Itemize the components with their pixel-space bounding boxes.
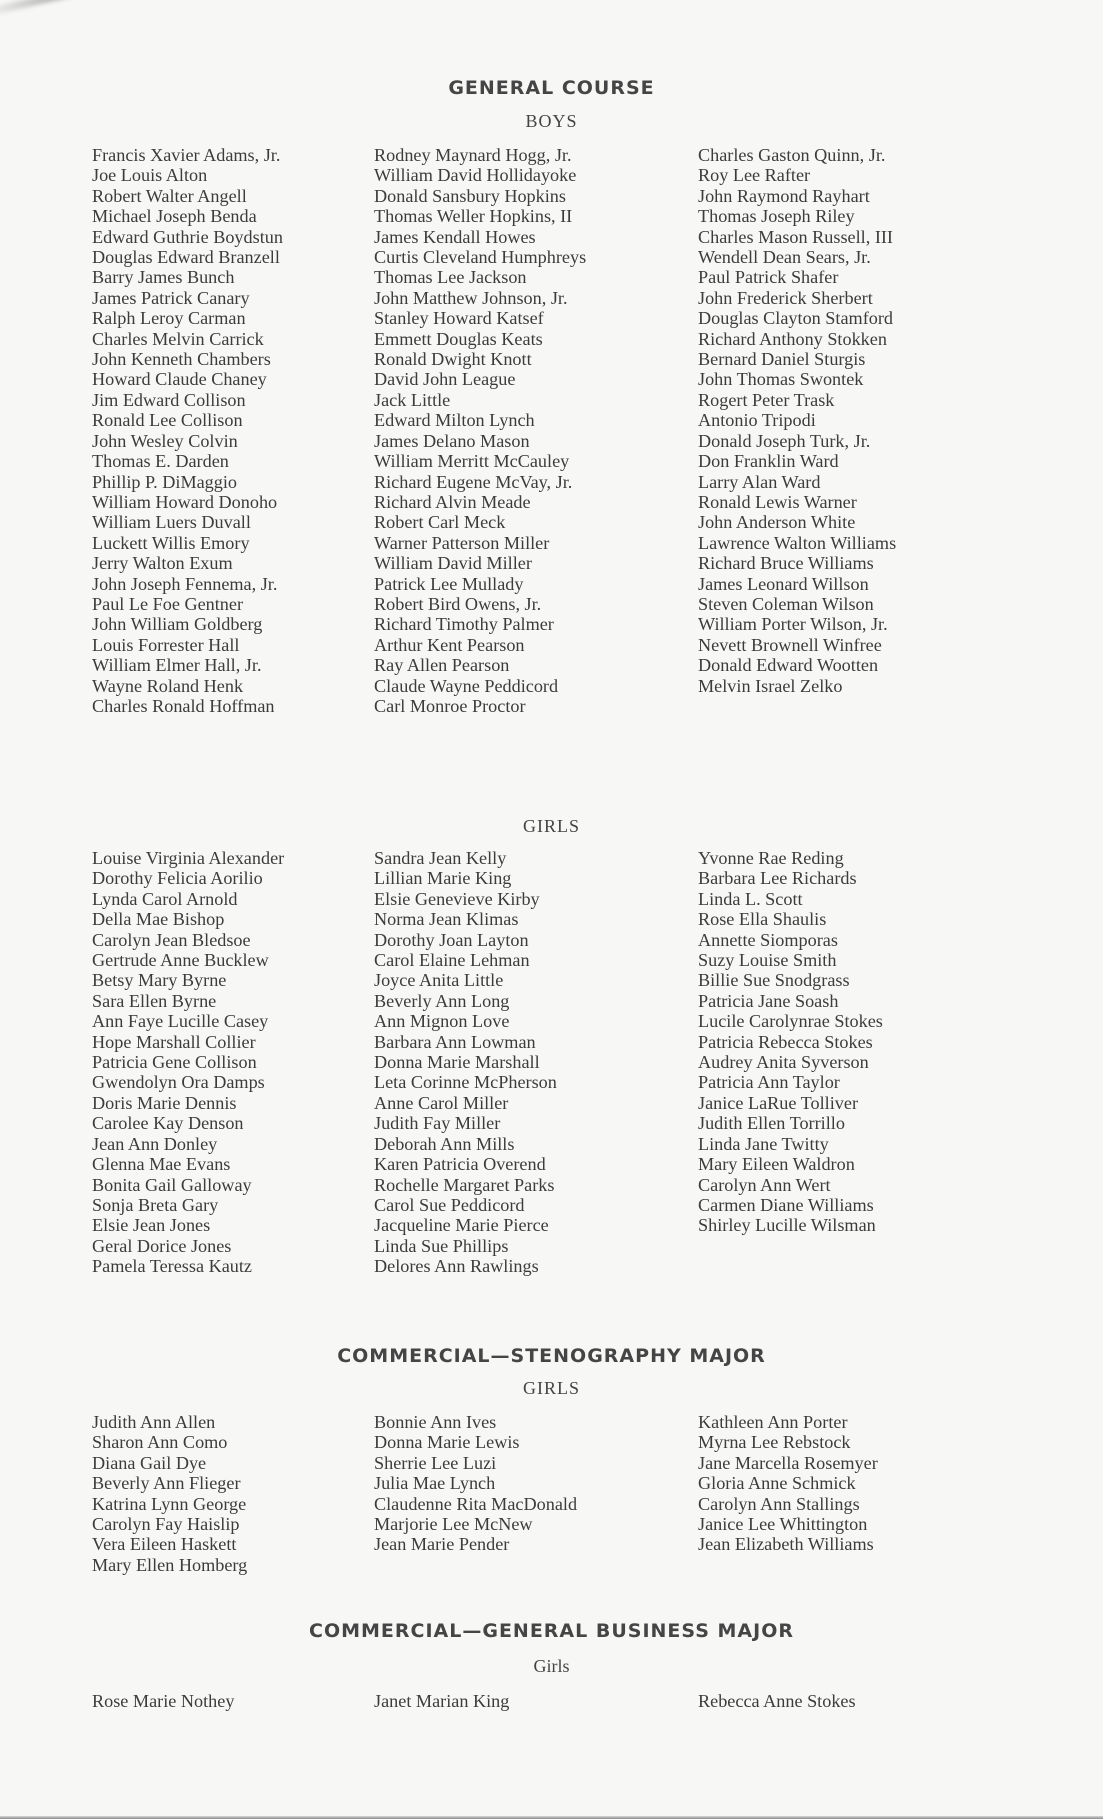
student-name: Charles Melvin Carrick <box>92 328 264 349</box>
name-column-general-boys-1 <box>92 145 283 716</box>
student-name: Elsie Genevieve Kirby <box>374 888 540 909</box>
student-name: Thomas E. Darden <box>92 451 229 472</box>
group-label-business-girls: Girls <box>533 1656 570 1676</box>
student-name: Beverly Ann Long <box>374 990 510 1011</box>
student-name: William Howard Donoho <box>92 491 278 512</box>
student-name: Julia Mae Lynch <box>374 1473 496 1494</box>
name-column-business-2 <box>374 1691 509 1711</box>
student-name: Ann Faye Lucille Casey <box>92 1011 269 1032</box>
student-name: Katrina Lynn George <box>92 1493 247 1514</box>
name-column-general-girls-1 <box>92 848 284 1277</box>
group-label-general-boys: BOYS <box>525 111 578 131</box>
student-name: Don Franklin Ward <box>698 451 839 472</box>
student-name: Jane Marcella Rosemyer <box>698 1452 878 1473</box>
student-name: Lillian Marie King <box>374 868 512 889</box>
student-name: David John League <box>374 369 516 390</box>
student-name: James Patrick Canary <box>92 287 250 308</box>
name-column-general-boys-3 <box>698 145 896 696</box>
student-name: Bonita Gail Galloway <box>92 1174 252 1195</box>
student-name: Douglas Clayton Stamford <box>698 308 893 329</box>
student-name: Sherrie Lee Luzi <box>374 1452 497 1473</box>
student-name: Donald Sansbury Hopkins <box>374 185 566 206</box>
student-name: Jim Edward Collison <box>92 389 246 410</box>
student-name: William Elmer Hall, Jr. <box>92 655 262 676</box>
student-name: Vera Eileen Haskett <box>92 1534 237 1555</box>
student-name: Barbara Lee Richards <box>698 868 857 889</box>
student-name: Wendell Dean Sears, Jr. <box>698 247 871 268</box>
student-name: Lucile Carolynrae Stokes <box>698 1011 883 1032</box>
name-column-general-boys-2 <box>374 145 586 716</box>
student-name: John Kenneth Chambers <box>92 349 271 370</box>
student-name: Michael Joseph Benda <box>92 206 257 227</box>
student-name: Janet Marian King <box>374 1691 510 1711</box>
student-name: Gertrude Anne Bucklew <box>92 950 269 971</box>
student-name: Mary Ellen Homberg <box>92 1554 248 1575</box>
student-name: Thomas Lee Jackson <box>374 267 527 288</box>
student-name: Patricia Ann Taylor <box>698 1072 840 1093</box>
student-name: Della Mae Bishop <box>92 909 225 930</box>
student-name: Richard Anthony Stokken <box>698 328 887 349</box>
student-name: Judith Ann Allen <box>92 1412 216 1432</box>
group-label-general-girls: GIRLS <box>522 816 580 836</box>
name-column-business-1 <box>92 1691 234 1711</box>
student-name: Charles Gaston Quinn, Jr. <box>698 145 886 165</box>
student-name: Donna Marie Marshall <box>374 1052 540 1073</box>
name-column-stenography-2 <box>374 1412 577 1555</box>
student-name: Rose Ella Shaulis <box>698 909 827 930</box>
student-name: Jean Marie Pender <box>374 1534 510 1555</box>
student-name: Ronald Lee Collison <box>92 410 243 431</box>
student-name: Jean Ann Donley <box>92 1133 218 1154</box>
student-name: Charles Mason Russell, III <box>698 226 893 247</box>
name-column-business-3 <box>698 1691 856 1711</box>
student-name: Antonio Tripodi <box>698 410 816 431</box>
student-name: Linda L. Scott <box>698 888 803 909</box>
student-name: William Merritt McCauley <box>374 451 570 472</box>
student-name: Bernard Daniel Sturgis <box>698 349 866 370</box>
student-name: Hope Marshall Collier <box>92 1031 256 1052</box>
student-name: Pamela Teressa Kautz <box>92 1256 252 1277</box>
student-name: Richard Bruce Williams <box>698 553 874 574</box>
student-name: William Porter Wilson, Jr. <box>698 614 888 635</box>
student-name: John Frederick Sherbert <box>698 287 873 308</box>
student-name: John Wesley Colvin <box>92 430 238 451</box>
student-name: Kathleen Ann Porter <box>698 1412 848 1432</box>
student-name: Carolyn Ann Wert <box>698 1174 831 1195</box>
student-name: Jacqueline Marie Pierce <box>374 1215 549 1236</box>
student-name: Francis Xavier Adams, Jr. <box>92 145 281 165</box>
student-name: Jack Little <box>374 389 451 410</box>
student-name: Thomas Joseph Riley <box>698 206 855 227</box>
student-name: Gloria Anne Schmick <box>698 1473 856 1494</box>
student-name: Geral Dorice Jones <box>92 1235 232 1256</box>
student-name: Wayne Roland Henk <box>92 675 244 696</box>
student-name: Norma Jean Klimas <box>374 909 519 930</box>
student-name: Myrna Lee Rebstock <box>698 1432 851 1453</box>
student-name: Joyce Anita Little <box>374 970 504 991</box>
student-name: John Joseph Fennema, Jr. <box>92 573 278 594</box>
student-name: Lawrence Walton Williams <box>698 532 897 553</box>
student-name: Shirley Lucille Wilsman <box>698 1215 876 1236</box>
student-name: Stanley Howard Katsef <box>374 308 544 329</box>
student-name: William David Miller <box>374 553 532 574</box>
student-name: Billie Sue Snodgrass <box>698 970 850 991</box>
student-name: Claudenne Rita MacDonald <box>374 1493 578 1514</box>
student-name: Nevett Brownell Winfree <box>698 634 882 655</box>
student-name: Barry James Bunch <box>92 267 235 288</box>
student-name: Arthur Kent Pearson <box>374 634 525 655</box>
name-column-general-girls-3 <box>698 848 883 1236</box>
student-name: Marjorie Lee McNew <box>374 1514 533 1535</box>
student-name: Ann Mignon Love <box>374 1011 510 1032</box>
student-name: Richard Timothy Palmer <box>374 614 554 635</box>
student-name: Carol Sue Peddicord <box>374 1194 525 1215</box>
student-name: Janice Lee Whittington <box>698 1514 868 1535</box>
student-name: Rogert Peter Trask <box>698 389 835 410</box>
student-name: Joe Louis Alton <box>92 165 208 186</box>
student-name: Roy Lee Rafter <box>698 165 811 186</box>
student-name: Patricia Rebecca Stokes <box>698 1031 873 1052</box>
student-name: Louis Forrester Hall <box>92 634 240 655</box>
student-name: Richard Eugene McVay, Jr. <box>374 471 573 492</box>
student-name: Douglas Edward Branzell <box>92 247 280 268</box>
student-name: Carolee Kay Denson <box>92 1113 244 1134</box>
student-name: James Leonard Willson <box>698 573 869 594</box>
student-name: Carl Monroe Proctor <box>374 695 526 716</box>
student-name: Sharon Ann Como <box>92 1432 228 1453</box>
student-name: Beverly Ann Flieger <box>92 1473 241 1494</box>
student-name: Curtis Cleveland Humphreys <box>374 247 587 268</box>
student-name: Deborah Ann Mills <box>374 1133 515 1154</box>
student-name: Melvin Israel Zelko <box>698 675 843 696</box>
student-name: Delores Ann Rawlings <box>374 1256 539 1277</box>
student-name: Carolyn Fay Haislip <box>92 1514 240 1535</box>
student-name: Robert Carl Meck <box>374 512 506 533</box>
student-name: Thomas Weller Hopkins, II <box>374 206 573 227</box>
student-name: Donna Marie Lewis <box>374 1432 520 1453</box>
student-name: John Raymond Rayhart <box>698 185 870 206</box>
student-name: Karen Patricia Overend <box>374 1154 546 1175</box>
student-name: Doris Marie Dennis <box>92 1092 237 1113</box>
student-name: Sara Ellen Byrne <box>92 990 217 1011</box>
student-name: William Luers Duvall <box>92 512 251 533</box>
student-name: Ray Allen Pearson <box>374 655 510 676</box>
student-name: Rebecca Anne Stokes <box>698 1691 856 1711</box>
student-name: Donald Joseph Turk, Jr. <box>698 430 871 451</box>
student-name: Paul Patrick Shafer <box>698 267 839 288</box>
student-name: Paul Le Foe Gentner <box>92 593 244 614</box>
student-name: Carolyn Ann Stallings <box>698 1493 860 1514</box>
student-name: Ronald Dwight Knott <box>374 349 532 370</box>
student-name: Bonnie Ann Ives <box>374 1412 497 1432</box>
student-name: Richard Alvin Meade <box>374 491 531 512</box>
student-name: Carolyn Jean Bledsoe <box>92 929 251 950</box>
student-name: Linda Jane Twitty <box>698 1133 829 1154</box>
student-name: Emmett Douglas Keats <box>374 328 543 349</box>
section-title-commercial-general-business: COMMERCIAL—GENERAL BUSINESS MAJOR <box>309 1620 794 1642</box>
student-name: James Kendall Howes <box>374 226 536 247</box>
student-name: Carol Elaine Lehman <box>374 950 530 971</box>
student-name: Rose Marie Nothey <box>92 1691 235 1711</box>
student-name: Donald Edward Wootten <box>698 655 879 676</box>
name-column-stenography-1 <box>92 1412 247 1575</box>
student-name: Ralph Leroy Carman <box>92 308 246 329</box>
student-name: Audrey Anita Syverson <box>698 1052 869 1073</box>
student-name: Rochelle Margaret Parks <box>374 1174 555 1195</box>
student-name: Warner Patterson Miller <box>374 532 550 553</box>
student-name: Suzy Louise Smith <box>698 950 837 971</box>
student-name: Patricia Gene Collison <box>92 1052 257 1073</box>
student-name: Diana Gail Dye <box>92 1452 207 1473</box>
student-name: Dorothy Joan Layton <box>374 929 529 950</box>
student-name: Luckett Willis Emory <box>92 532 250 553</box>
student-name: Edward Milton Lynch <box>374 410 535 431</box>
section-title-commercial-stenography: COMMERCIAL—STENOGRAPHY MAJOR <box>337 1345 766 1367</box>
student-name: Glenna Mae Evans <box>92 1154 231 1175</box>
student-name: Patricia Jane Soash <box>698 990 839 1011</box>
student-name: Betsy Mary Byrne <box>92 970 227 991</box>
student-name: Carmen Diane Williams <box>698 1194 874 1215</box>
student-name: Judith Fay Miller <box>374 1113 501 1134</box>
student-name: Linda Sue Phillips <box>374 1235 509 1256</box>
student-name: Elsie Jean Jones <box>92 1215 211 1236</box>
student-name: Annette Siomporas <box>698 929 838 950</box>
section-title-general-course: GENERAL COURSE <box>448 77 655 99</box>
student-name: Gwendolyn Ora Damps <box>92 1072 265 1093</box>
student-name: Louise Virginia Alexander <box>92 848 285 868</box>
student-name: John William Goldberg <box>92 614 263 635</box>
student-name: John Anderson White <box>698 512 856 533</box>
student-name: Mary Eileen Waldron <box>698 1154 855 1175</box>
student-name: Janice LaRue Tolliver <box>698 1092 859 1113</box>
student-name: Jean Elizabeth Williams <box>698 1534 874 1555</box>
student-name: Patrick Lee Mullady <box>374 573 524 594</box>
student-name: Lynda Carol Arnold <box>92 888 238 909</box>
student-name: Claude Wayne Peddicord <box>374 675 559 696</box>
page-curl-shadow <box>0 0 137 18</box>
student-name: Sonja Breta Gary <box>92 1194 219 1215</box>
student-name: Dorothy Felicia Aorilio <box>92 868 263 889</box>
student-name: Rodney Maynard Hogg, Jr. <box>374 145 572 165</box>
student-name: Leta Corinne McPherson <box>374 1072 557 1093</box>
student-name: John Thomas Swontek <box>698 369 864 390</box>
student-name: Anne Carol Miller <box>374 1092 509 1113</box>
student-name: Yvonne Rae Reding <box>698 848 844 868</box>
student-name: Phillip P. DiMaggio <box>92 471 238 492</box>
student-name: Howard Claude Chaney <box>92 369 267 390</box>
student-name: Jerry Walton Exum <box>92 553 233 574</box>
student-name: Robert Walter Angell <box>92 185 247 206</box>
student-name: Larry Alan Ward <box>698 471 821 492</box>
student-name: John Matthew Johnson, Jr. <box>374 287 568 308</box>
student-name: Edward Guthrie Boydstun <box>92 226 283 247</box>
student-name: Steven Coleman Wilson <box>698 593 874 614</box>
student-name: Barbara Ann Lowman <box>374 1031 536 1052</box>
name-column-stenography-3 <box>698 1412 878 1555</box>
name-column-general-girls-2 <box>374 848 557 1277</box>
student-name: Charles Ronald Hoffman <box>92 695 275 716</box>
student-name: Ronald Lewis Warner <box>698 491 857 512</box>
student-name: Sandra Jean Kelly <box>374 848 507 868</box>
student-name: Judith Ellen Torrillo <box>698 1113 845 1134</box>
student-name: Robert Bird Owens, Jr. <box>374 593 542 614</box>
student-name: James Delano Mason <box>374 430 530 451</box>
student-name: William David Hollidayoke <box>374 165 577 186</box>
group-label-stenography-girls: GIRLS <box>522 1378 580 1398</box>
